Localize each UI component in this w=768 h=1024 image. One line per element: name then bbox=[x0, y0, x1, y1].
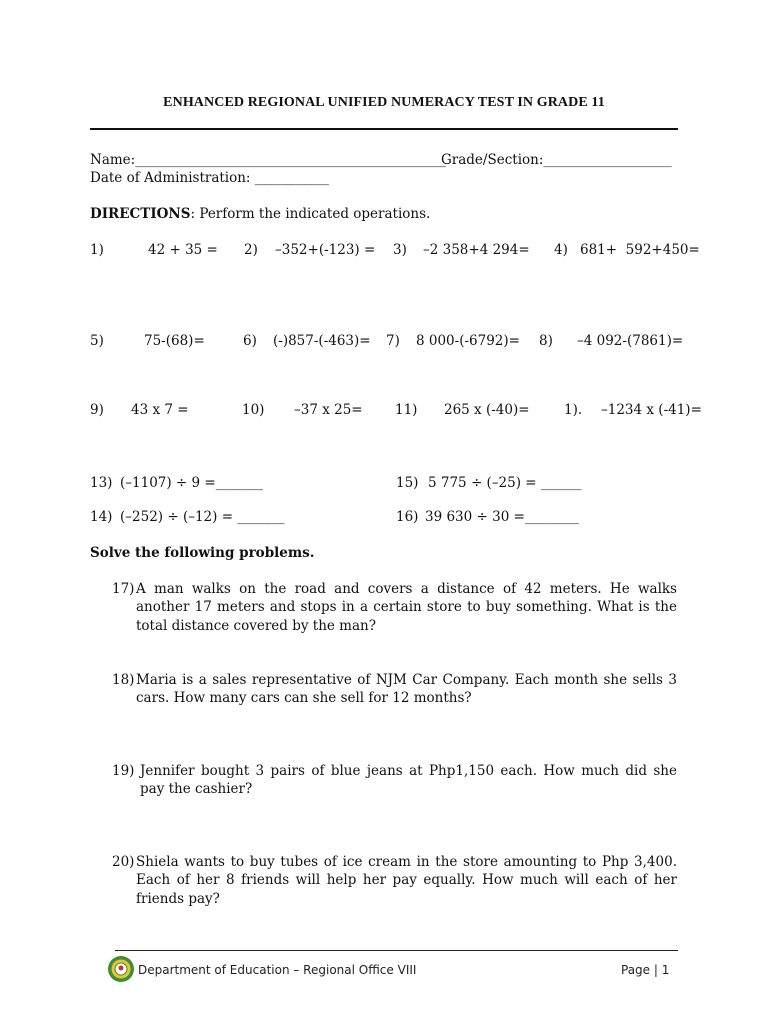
item-number: 2) bbox=[244, 242, 258, 258]
directions bbox=[90, 205, 430, 223]
title-divider bbox=[90, 128, 678, 130]
item-number: 9) bbox=[90, 402, 104, 418]
item-number: 7) bbox=[386, 333, 400, 349]
item-number: 5) bbox=[90, 333, 104, 349]
problem-text: A man walks on the road and covers a distance of 42 meters. He walks another 17 meters and stops in a certain store to buy something. What is the total distance covered by the man? bbox=[136, 581, 677, 634]
item-expression: 265 x (-40)= bbox=[444, 402, 530, 418]
item-expression: 43 x 7 = bbox=[131, 402, 189, 418]
item-expression: (–252) ÷ (–12) = _______ bbox=[120, 509, 285, 525]
item-expression: 75-(68)= bbox=[144, 333, 205, 349]
problem-number: 20) bbox=[112, 854, 135, 870]
item-number: 8) bbox=[539, 333, 553, 349]
item-expression: (-)857-(-463)= bbox=[273, 333, 371, 349]
problems-heading: Solve the following problems. bbox=[90, 545, 315, 561]
item-expression: –1234 x (-41)= bbox=[601, 402, 702, 418]
item-expression: 42 + 35 = bbox=[148, 242, 218, 258]
item-expression: –352+(-123) = bbox=[275, 242, 376, 258]
item-expression: –4 092-(7861)= bbox=[577, 333, 684, 349]
problem-number: 17) bbox=[112, 581, 135, 597]
footer-divider bbox=[115, 950, 678, 951]
name-field-label: Name:______________________________________________ bbox=[90, 152, 446, 168]
directions-text: : Perform the indicated operations. bbox=[190, 206, 431, 222]
date-field-label: Date of Administration: ___________ bbox=[90, 170, 330, 186]
grade-section-field-label: Grade/Section:___________________ bbox=[441, 152, 672, 168]
page-title: ENHANCED REGIONAL UNIFIED NUMERACY TEST IN GRADE 11 bbox=[163, 95, 605, 110]
item-number: 3) bbox=[393, 242, 407, 258]
item-expression: (–1107) ÷ 9 =_______ bbox=[120, 475, 263, 491]
item-expression: 5 775 ÷ (–25) = ______ bbox=[428, 475, 582, 491]
item-expression: 8 000-(-6792)= bbox=[416, 333, 520, 349]
directions-label: DIRECTIONS bbox=[90, 206, 191, 222]
item-number: 13) bbox=[90, 475, 113, 491]
item-number: 6) bbox=[243, 333, 257, 349]
item-expression: 681+ 592+450= bbox=[580, 242, 700, 258]
item-number: 10) bbox=[242, 402, 265, 418]
item-number: 1). bbox=[564, 402, 583, 418]
item-number: 4) bbox=[554, 242, 568, 258]
item-expression: 39 630 ÷ 30 =________ bbox=[425, 509, 579, 525]
problem-text: Shiela wants to buy tubes of ice cream in the store amounting to Php 3,400. Each of her 8 friends will help her pay equally. How much will each of her friends pay? bbox=[136, 854, 677, 907]
problem-number: 18) bbox=[112, 672, 135, 688]
item-number: 11) bbox=[395, 402, 418, 418]
item-expression: –37 x 25= bbox=[294, 402, 363, 418]
footer-office: Department of Education – Regional Office VIII bbox=[138, 963, 417, 977]
item-number: 16) bbox=[396, 509, 419, 525]
footer-page-number: Page | 1 bbox=[621, 963, 670, 977]
item-number: 15) bbox=[396, 475, 419, 491]
item-number: 14) bbox=[90, 509, 113, 525]
item-expression: –2 358+4 294= bbox=[423, 242, 530, 258]
item-number: 1) bbox=[90, 242, 104, 258]
problem-number: 19) bbox=[112, 763, 135, 779]
problem-text: Maria is a sales representative of NJM Car Company. Each month she sells 3 cars. How many cars can she sell for 12 months? bbox=[136, 672, 677, 707]
deped-seal-icon bbox=[107, 955, 135, 983]
problem-text: Jennifer bought 3 pairs of blue jeans at Php1,150 each. How much did she pay the cashier? bbox=[140, 763, 677, 798]
